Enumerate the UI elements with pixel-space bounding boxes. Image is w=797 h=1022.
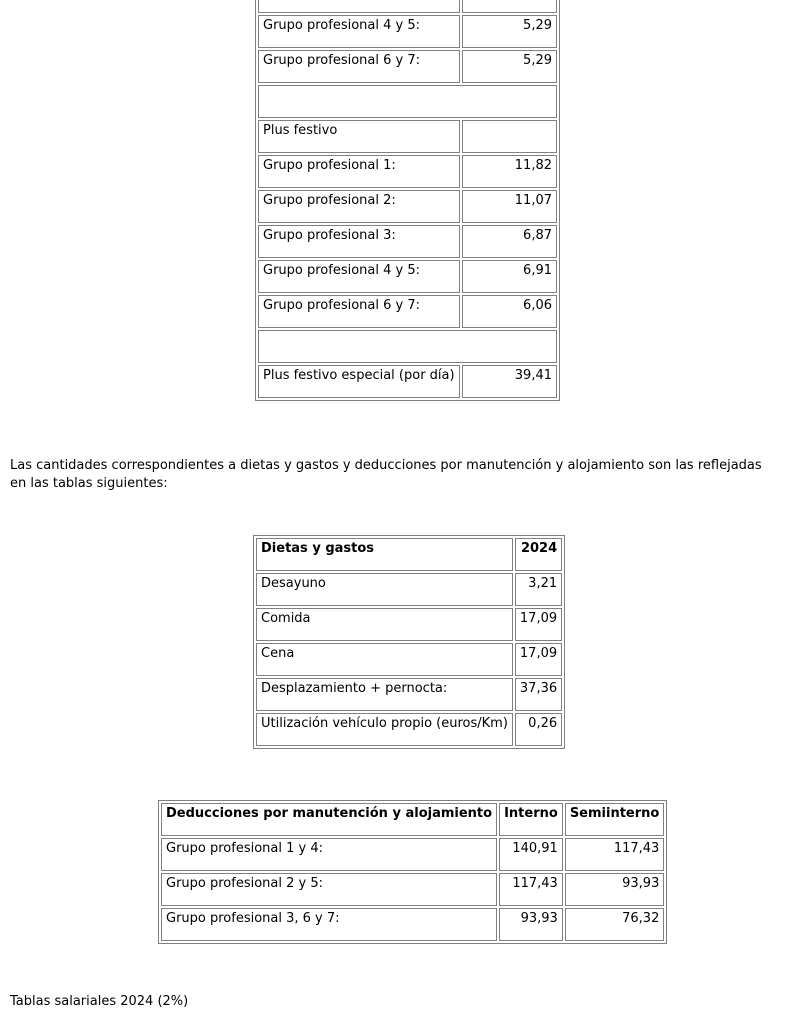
row-value-cell: 3,21 [515,573,562,606]
table-row [256,678,562,711]
row-interno-cell: 93,93 [499,908,563,941]
row-value-cell: 11,07 [462,190,557,223]
table-row [256,573,562,606]
row-label-cell: Plus festivo [258,120,460,153]
deducciones-table [158,800,667,944]
intro-paragraph: Las cantidades correspondientes a dietas y gastos y deducciones por manutención y alojamiento son las reflejadas en las tablas siguientes: [10,458,762,491]
table-row [258,260,557,293]
table-row [256,713,562,746]
footer-text: Tablas salariales 2024 (2%) [10,994,189,1009]
row-value-cell: 6,91 [462,260,557,293]
row-value-cell: 6,87 [462,225,557,258]
row-label-cell: Grupo profesional 1: [258,155,460,188]
header-year-cell: 2024 [515,538,562,571]
table-row [161,873,664,906]
row-value-cell: 17,09 [515,643,562,676]
row-label-cell: Plus festivo especial (por día) [258,365,460,398]
row-value-cell: 17,09 [515,608,562,641]
table-row [258,365,557,398]
dietas-table [253,535,565,749]
table-row [161,908,664,941]
row-label-cell: Grupo profesional 4 y 5: [258,15,460,48]
row-label-cell: Grupo profesional 3, 6 y 7: [161,908,497,941]
header-semiinterno-cell: Semiinterno [565,803,665,836]
row-label-cell: Grupo profesional 1 y 4: [161,838,497,871]
row-value-cell: 37,36 [515,678,562,711]
row-value-cell: 5,29 [462,50,557,83]
table-row-cutoff [258,0,557,13]
row-semiinterno-cell: 76,32 [565,908,665,941]
spacer-cell [258,85,557,118]
table-row [256,608,562,641]
row-label-cell: Desplazamiento + pernocta: [256,678,513,711]
row-semiinterno-cell: 117,43 [565,838,665,871]
table-row [256,643,562,676]
row-label-cell: Grupo profesional 2: [258,190,460,223]
row-value-cell: 6,06 [462,295,557,328]
row-semiinterno-cell: 93,93 [565,873,665,906]
table-header-row [161,803,664,836]
table-row [258,50,557,83]
table-row [161,838,664,871]
row-value-cell: 0,26 [515,713,562,746]
row-label-cell: Grupo profesional 4 y 5: [258,260,460,293]
table-header-row [256,538,562,571]
table-row [258,295,557,328]
row-label-cell: Grupo profesional 3: [258,225,460,258]
row-interno-cell: 140,91 [499,838,563,871]
row-value-cell: 39,41 [462,365,557,398]
row-value-cell [462,120,557,153]
row-label-cell: Cena [256,643,513,676]
row-interno-cell: 117,43 [499,873,563,906]
table-spacer-row [258,85,557,118]
table-row [258,15,557,48]
header-interno-cell: Interno [499,803,563,836]
table-row [258,190,557,223]
spacer-cell [258,330,557,363]
row-label-cell: Utilización vehículo propio (euros/Km) [256,713,513,746]
header-label-cell: Deducciones por manutención y alojamiento [161,803,497,836]
plus-table [255,0,560,401]
row-value-cell [462,0,557,13]
row-label-cell: Grupo profesional 6 y 7: [258,50,460,83]
header-label-cell: Dietas y gastos [256,538,513,571]
row-value-cell: 11,82 [462,155,557,188]
row-label-cell: Grupo profesional 2 y 5: [161,873,497,906]
table-row [258,225,557,258]
table-row [258,120,557,153]
table-spacer-row [258,330,557,363]
row-label-cell: Grupo profesional 6 y 7: [258,295,460,328]
row-value-cell: 5,29 [462,15,557,48]
row-label-cell [258,0,460,13]
row-label-cell: Desayuno [256,573,513,606]
row-label-cell: Comida [256,608,513,641]
table-row [258,155,557,188]
